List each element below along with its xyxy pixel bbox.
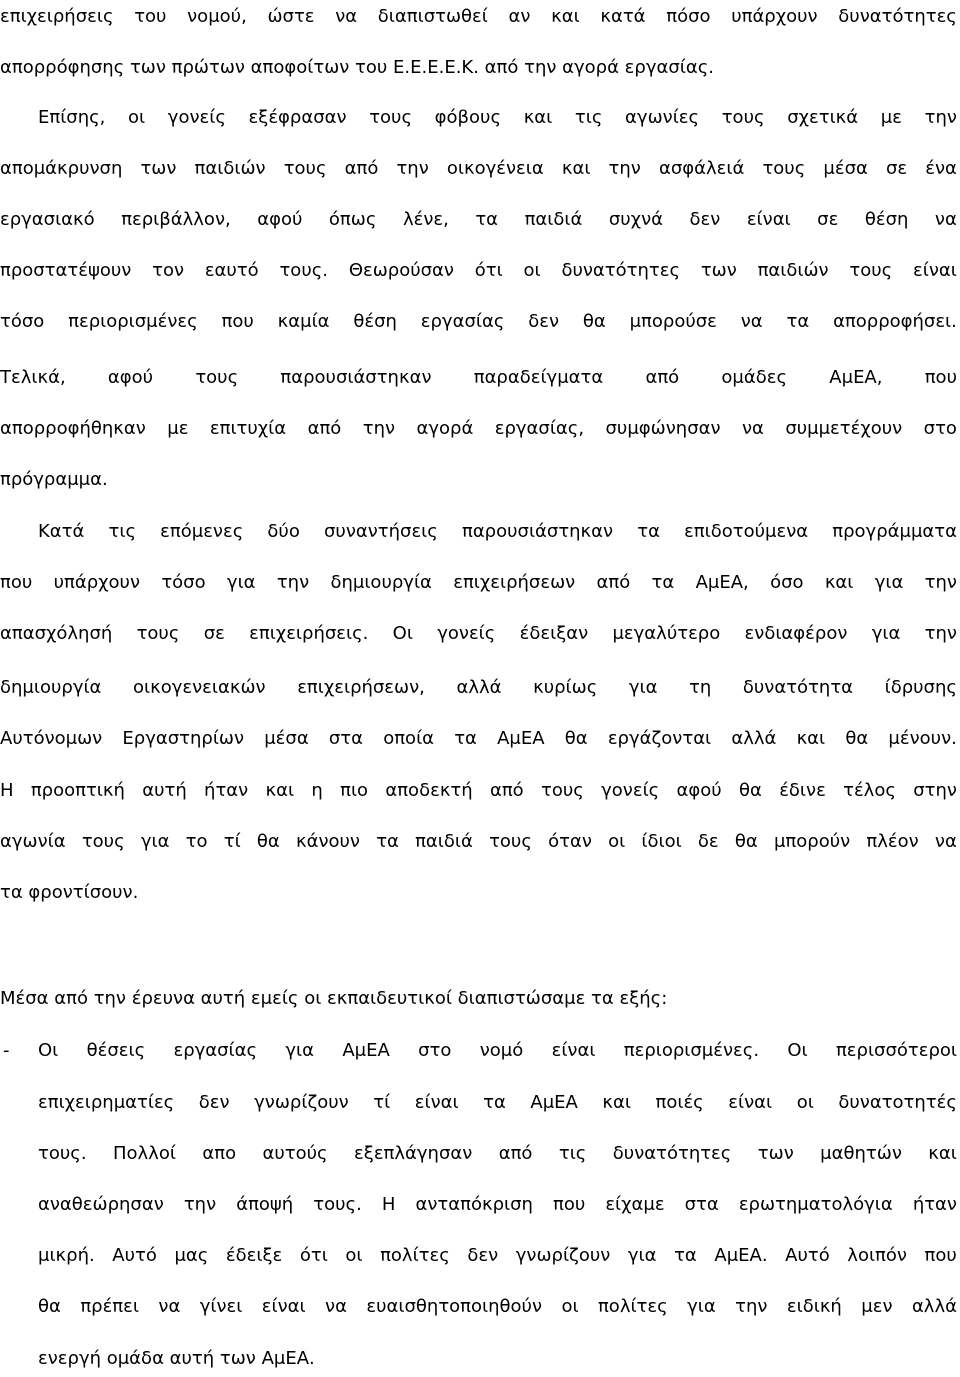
word: των	[757, 1143, 794, 1164]
word: αφού	[676, 780, 722, 801]
word: στο	[923, 418, 957, 439]
word: να	[741, 418, 764, 439]
word: μεν	[861, 1296, 893, 1317]
word: προοπτική	[30, 780, 125, 801]
text-line	[0, 207, 957, 233]
list-item-line	[38, 1243, 957, 1269]
word: που	[924, 1245, 957, 1266]
word: υπάρχουν	[53, 572, 141, 593]
word: δεν	[689, 209, 721, 230]
text-line	[0, 829, 957, 855]
text-line	[0, 675, 957, 701]
word: θα	[582, 311, 606, 332]
word: φόβους	[434, 107, 502, 128]
word: θα	[256, 831, 280, 852]
word: για	[874, 572, 904, 593]
word: όπως	[328, 209, 377, 230]
word: περισσότεροι	[835, 1040, 957, 1061]
word: προστατέψουν	[0, 260, 132, 281]
word: εξεπλάγησαν	[354, 1143, 473, 1164]
word: επιχειρήσεις.	[249, 623, 369, 644]
word: μέσα	[264, 728, 309, 749]
word: περιορισμένες.	[623, 1040, 760, 1061]
word: και	[928, 1143, 957, 1164]
text-line: απορρόφησης των πρώτων αποφοίτων του Ε.Ε.Ε.Ε.Κ. από την αγορά εργασίας.	[0, 57, 714, 78]
word: για	[627, 1245, 657, 1266]
word: ποιές	[655, 1092, 704, 1113]
word: εαυτό	[204, 260, 259, 281]
word: επιχειρήσεων	[453, 572, 576, 593]
word: οι	[523, 260, 541, 281]
word: μπορούν	[773, 831, 851, 852]
word: και	[602, 1092, 631, 1113]
word: ήταν	[912, 1194, 957, 1215]
word: είναι	[414, 1092, 459, 1113]
word: ΑμΕΑ.	[714, 1245, 768, 1266]
word: έδινε	[779, 780, 826, 801]
word: και	[796, 728, 826, 749]
word: Η	[0, 780, 14, 801]
word: οι	[128, 107, 146, 128]
word: τους	[721, 107, 765, 128]
word: και	[265, 780, 295, 801]
text-line	[0, 258, 957, 284]
word: θέση	[353, 311, 397, 332]
word: παιδιά	[415, 831, 473, 852]
word: τον	[152, 260, 185, 281]
word: επιχειρηματίες	[38, 1092, 175, 1113]
word: θα	[38, 1296, 61, 1317]
word: τα	[786, 311, 810, 332]
word: σχετικά	[787, 107, 859, 128]
word: τους	[762, 158, 806, 179]
word: ίδρυσης	[884, 677, 957, 698]
word: και	[551, 6, 580, 27]
word: για	[285, 1040, 315, 1061]
word: θέσεις	[86, 1040, 146, 1061]
text-line	[0, 621, 957, 647]
word: δημιουργία	[0, 677, 102, 698]
word: παρουσιάστηκαν	[461, 521, 614, 542]
word: επόμενες	[160, 521, 244, 542]
word: αγωνίες	[625, 107, 700, 128]
word: την	[183, 1194, 217, 1215]
word: μικρή.	[38, 1245, 95, 1266]
word: πρέπει	[80, 1296, 139, 1317]
text-line: Μέσα από την έρευνα αυτή εμείς οι εκπαιδευτικοί διαπιστώσαμε τα εξής:	[0, 988, 668, 1009]
word: δημιουργία	[330, 572, 432, 593]
word: παρουσιάστηκαν	[280, 367, 432, 388]
word: συμμετέχουν	[785, 418, 903, 439]
word: κυρίως	[533, 677, 598, 698]
word: ώστε	[267, 6, 315, 27]
word: πολίτες	[380, 1245, 450, 1266]
word: τα	[483, 1092, 506, 1113]
word: να	[934, 209, 957, 230]
word: πλέον	[866, 831, 919, 852]
word: νομού,	[187, 6, 247, 27]
word: ασφάλειά	[658, 158, 745, 179]
word: λοιπόν	[847, 1245, 907, 1266]
word: παιδιών	[194, 158, 266, 179]
word: αλλά	[731, 728, 777, 749]
word: γονείς	[601, 780, 660, 801]
word: συμφώνησαν	[605, 418, 721, 439]
word: συχνά	[608, 209, 663, 230]
word: τους	[369, 107, 413, 128]
text-line	[0, 156, 957, 182]
word: την	[276, 572, 310, 593]
word: γίνει	[199, 1296, 243, 1317]
word: τους.	[279, 260, 329, 281]
word: ένα	[925, 158, 957, 179]
word: είναι	[728, 1092, 773, 1113]
word: είναι	[746, 209, 791, 230]
word: αλλά	[456, 677, 502, 698]
text-line: πρόγραμμα.	[0, 469, 108, 490]
word: αυτούς	[262, 1143, 328, 1164]
word: απομάκρυνση	[0, 158, 123, 179]
word: τα	[651, 572, 675, 593]
word: τους.	[313, 1194, 362, 1215]
list-item-line	[38, 1192, 957, 1218]
word: απορροφήσει.	[833, 311, 957, 332]
word: Η	[381, 1194, 396, 1215]
word: οικογενειακών	[133, 677, 266, 698]
word: τα	[454, 728, 477, 749]
word: την	[362, 418, 396, 439]
word: γονείς	[167, 107, 226, 128]
word: περιβάλλον,	[121, 209, 231, 230]
word: έδειξε	[225, 1245, 283, 1266]
word: που	[924, 367, 957, 388]
word: Αυτό	[785, 1245, 830, 1266]
word: πόσο	[666, 6, 711, 27]
word: το	[185, 831, 208, 852]
word: Οι	[787, 1040, 808, 1061]
word: δύο	[267, 521, 300, 542]
word: με	[167, 418, 189, 439]
word: Τελικά,	[0, 367, 66, 388]
word: τους	[195, 367, 239, 388]
word: τα	[376, 831, 399, 852]
word: θέση	[864, 209, 909, 230]
word: τους	[81, 831, 125, 852]
word: παραδείγματα	[473, 367, 604, 388]
word: τόσο	[0, 311, 45, 332]
word: όσο	[770, 572, 804, 593]
word: άποψή	[236, 1194, 294, 1215]
word: καμία	[277, 311, 330, 332]
word: με	[880, 107, 902, 128]
word: πιο	[340, 780, 369, 801]
word: ομάδες	[721, 367, 788, 388]
word: στην	[913, 780, 957, 801]
word: εργασίας,	[494, 418, 585, 439]
word: οποία	[383, 728, 435, 749]
word: τους	[849, 260, 893, 281]
word: αλλά	[911, 1296, 957, 1317]
word: Αυτόνομων	[0, 728, 103, 749]
word: Θεωρούσαν	[348, 260, 454, 281]
word: έδειξαν	[519, 623, 589, 644]
word: αναθεώρησαν	[38, 1194, 164, 1215]
word: τα	[637, 521, 660, 542]
text-line	[0, 4, 957, 30]
word: θα	[564, 728, 588, 749]
word: είναι	[261, 1296, 306, 1317]
word: περιορισμένες	[68, 311, 198, 332]
word: δυνατοτητές	[838, 1092, 957, 1113]
word: ανταπόκριση	[415, 1194, 533, 1215]
word: ΑμΕΑ,	[695, 572, 749, 593]
word: από	[344, 158, 379, 179]
word: διαπιστωθεί	[377, 6, 488, 27]
word: εξέφρασαν	[248, 107, 347, 128]
word: μέσα	[823, 158, 868, 179]
word: από	[489, 780, 524, 801]
word: των	[140, 158, 177, 179]
word: δεν	[198, 1092, 230, 1113]
word: μαθητών	[820, 1143, 902, 1164]
word: επιχειρήσεις	[0, 6, 114, 27]
word: δεν	[467, 1245, 499, 1266]
word: τους	[489, 831, 532, 852]
word: ειδική	[786, 1296, 842, 1317]
word: αφού	[107, 367, 154, 388]
list-item-line	[38, 1090, 957, 1116]
word: παιδιών	[757, 260, 829, 281]
list-item-line	[38, 1038, 957, 1064]
word: μας	[174, 1245, 209, 1266]
text-line: τα φροντίσουν.	[0, 882, 139, 903]
word: οικογένεια	[446, 158, 544, 179]
word: να	[158, 1296, 181, 1317]
word: την	[924, 572, 957, 593]
word: δυνατότητες	[838, 6, 957, 27]
word: σε	[817, 209, 839, 230]
word: τη	[689, 677, 712, 698]
word: για	[628, 677, 658, 698]
word: σε	[203, 623, 225, 644]
word: νομό	[479, 1040, 524, 1061]
word: από	[645, 367, 680, 388]
text-line	[0, 726, 957, 752]
word: απασχόλησή	[0, 623, 113, 644]
word: των	[700, 260, 737, 281]
word: προγράμματα	[832, 521, 957, 542]
word: είναι	[551, 1040, 596, 1061]
list-item-line: ενεργή ομάδα αυτή των ΑμΕΑ.	[38, 1348, 315, 1369]
word: παιδιά	[524, 209, 583, 230]
word: ΑμΕΑ,	[829, 367, 883, 388]
word: πολίτες	[597, 1296, 668, 1317]
word: οι	[345, 1245, 363, 1266]
word: μπορούσε	[629, 311, 717, 332]
word: για	[687, 1296, 716, 1317]
word: ίδιοι	[641, 831, 682, 852]
word: για	[871, 623, 901, 644]
text-line	[0, 416, 957, 442]
word: επιτυχία	[209, 418, 287, 439]
word: απο	[202, 1143, 237, 1164]
word: γνωρίζουν	[515, 1245, 611, 1266]
word: εργάζονται	[607, 728, 712, 749]
word: θα	[739, 780, 762, 801]
word: και	[561, 158, 591, 179]
word: τους.	[38, 1143, 87, 1164]
word: τους	[540, 780, 584, 801]
word: ότι	[299, 1245, 328, 1266]
word: απορροφήθηκαν	[0, 418, 146, 439]
word: θα	[845, 728, 869, 749]
word: τί	[223, 831, 241, 852]
word: ΑμΕΑ	[497, 728, 545, 749]
word: σε	[885, 158, 908, 179]
word: δυνατότητες	[612, 1143, 732, 1164]
word: θα	[734, 831, 758, 852]
word: δεν	[528, 311, 560, 332]
text-line	[0, 365, 957, 391]
word: από	[498, 1143, 533, 1164]
word: εργασίας	[173, 1040, 258, 1061]
word: από	[307, 418, 342, 439]
text-line	[0, 778, 957, 804]
word: υπάρχουν	[731, 6, 818, 27]
word: ενδιαφέρον	[744, 623, 848, 644]
word: αυτή	[142, 780, 187, 801]
word: τις	[574, 107, 603, 128]
word: οι	[561, 1296, 579, 1317]
word: τα	[674, 1245, 697, 1266]
word: αγωνία	[0, 831, 66, 852]
word: όταν	[548, 831, 592, 852]
text-line	[0, 570, 957, 596]
list-item-line	[38, 1141, 957, 1167]
word: και	[523, 107, 553, 128]
word: τί	[373, 1092, 391, 1113]
word: είχαμε	[605, 1194, 665, 1215]
word: οι	[608, 831, 626, 852]
word: δε	[697, 831, 719, 852]
word: την	[924, 107, 957, 128]
word: στα	[328, 728, 364, 749]
word: μεγαλύτερο	[612, 623, 721, 644]
word: Οι	[392, 623, 413, 644]
word: μένουν.	[888, 728, 957, 749]
word: την	[396, 158, 429, 179]
word: την	[608, 158, 641, 179]
word: την	[735, 1296, 768, 1317]
word: επιδοτούμενα	[684, 521, 809, 542]
word: δυνατότητα	[742, 677, 854, 698]
word: τους	[283, 158, 327, 179]
word: δυνατότητες	[561, 260, 681, 281]
word: στο	[418, 1040, 452, 1061]
word: ήταν	[204, 780, 249, 801]
word: ευαισθητοποιηθούν	[366, 1296, 543, 1317]
word: Επίσης,	[38, 107, 106, 128]
word: κάνουν	[295, 831, 360, 852]
word: τέλος	[843, 780, 896, 801]
word: ΑμΕΑ	[530, 1092, 578, 1113]
word: ΑμΕΑ	[342, 1040, 390, 1061]
word: κατά	[600, 6, 646, 27]
text-line	[0, 309, 957, 335]
list-item-line	[38, 1294, 957, 1320]
word: Οι	[38, 1040, 59, 1061]
word: στα	[684, 1194, 719, 1215]
word: γνωρίζουν	[254, 1092, 349, 1113]
word: για	[140, 831, 170, 852]
list-dash: -	[3, 1040, 10, 1061]
word: που	[552, 1194, 586, 1215]
word: ότι	[474, 260, 503, 281]
word: Αυτό	[112, 1245, 157, 1266]
word: τόσο	[161, 572, 206, 593]
text-line	[38, 105, 957, 131]
word: για	[226, 572, 256, 593]
word: Πολλοί	[112, 1143, 176, 1164]
word: οι	[796, 1092, 814, 1113]
word: τα	[475, 209, 499, 230]
word: που	[0, 572, 33, 593]
word: είναι	[913, 260, 957, 281]
word: να	[335, 6, 358, 27]
word: εργασίας	[420, 311, 505, 332]
word: Εργαστηρίων	[122, 728, 245, 749]
word: αγορά	[416, 418, 474, 439]
word: αν	[508, 6, 531, 27]
word: που	[221, 311, 254, 332]
word: να	[325, 1296, 347, 1317]
word: του	[134, 6, 167, 27]
word: να	[740, 311, 763, 332]
word: συναντήσεις	[324, 521, 438, 542]
word: λένε,	[402, 209, 449, 230]
word: τους	[136, 623, 180, 644]
word: τις	[108, 521, 137, 542]
word: γονείς	[437, 623, 496, 644]
word: να	[934, 831, 957, 852]
word: Κατά	[38, 521, 85, 542]
word: η	[311, 780, 323, 801]
word: αποδεκτή	[385, 780, 473, 801]
word: από	[596, 572, 631, 593]
word: ερωτηματολόγια	[738, 1194, 893, 1215]
word: και	[824, 572, 854, 593]
word: αφού	[257, 209, 303, 230]
word: τις	[558, 1143, 587, 1164]
text-line	[38, 519, 957, 545]
word: επιχειρήσεων,	[297, 677, 425, 698]
word: την	[924, 623, 957, 644]
word: εργασιακό	[0, 209, 95, 230]
